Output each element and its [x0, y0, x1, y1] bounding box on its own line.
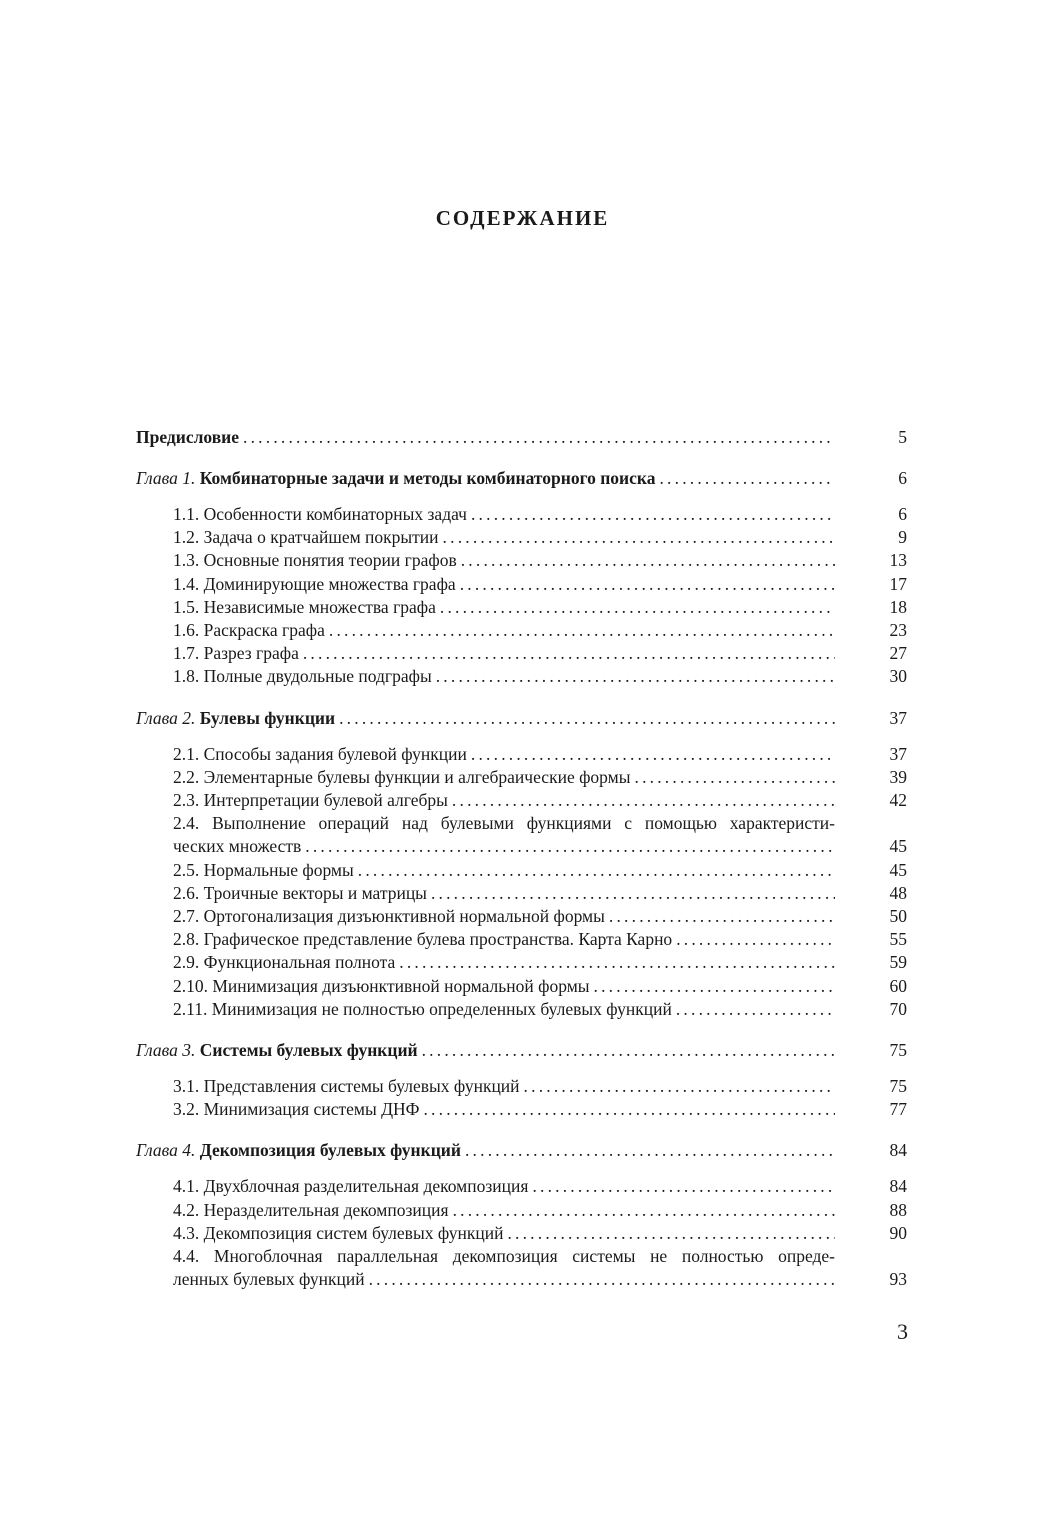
chapter-title: Булевы функции — [199, 707, 336, 728]
toc-entry-label — [173, 997, 672, 1021]
toc-entry-line — [173, 742, 835, 766]
toc-entry-line — [173, 904, 835, 928]
toc-page-number: 50 — [889, 906, 907, 926]
section-title: ленных булевых функций — [173, 1269, 365, 1290]
toc-entry-label-line1: 4.4. Многоблочная параллельная декомпозиция системы не полностью опреде- — [173, 1246, 835, 1266]
section-title: 1.2. Задача о кратчайшем покрытии — [173, 527, 439, 548]
toc-page-number: 48 — [889, 882, 907, 903]
dot-leader — [448, 788, 835, 812]
toc-entry-label — [173, 950, 395, 974]
toc-page-number: 17 — [889, 573, 907, 594]
section-title: 2.5. Нормальные формы — [173, 859, 354, 880]
section-title: 1.3. Основные понятия теории графов — [173, 550, 457, 571]
dot-leader — [335, 706, 835, 730]
toc-entry-line — [173, 997, 835, 1021]
toc-entry-line — [173, 1097, 835, 1121]
toc-entry-label — [173, 502, 467, 526]
toc-section — [0, 1074, 1058, 1098]
dot-leader — [449, 1198, 835, 1222]
dot-leader — [655, 466, 835, 490]
dot-leader — [436, 595, 835, 619]
toc-page-number: 5 — [898, 427, 907, 447]
dot-leader — [528, 1174, 835, 1198]
toc-entry-line — [173, 788, 835, 812]
dot-leader — [301, 834, 835, 858]
toc-section — [0, 525, 1058, 549]
toc-page-number: 9 — [898, 527, 907, 548]
toc-entry-line — [173, 595, 835, 619]
toc-chapter — [0, 1138, 1058, 1162]
section-title: 3.2. Минимизация системы ДНФ — [173, 1099, 420, 1120]
toc-entry-label — [173, 1267, 365, 1291]
toc-entry-line — [173, 881, 835, 905]
toc-section — [0, 1267, 1058, 1291]
toc-page-number: 18 — [889, 596, 907, 617]
toc-entry-label — [173, 641, 299, 665]
dot-leader — [418, 1038, 835, 1062]
section-title: 2.10. Минимизация дизъюнктивной нормальной формы — [173, 975, 590, 996]
toc-section — [0, 1198, 1058, 1222]
section-title: 2.11. Минимизация не полностью определенных булевых функций — [173, 998, 672, 1019]
toc-preface — [0, 425, 1058, 449]
toc-entry-label — [136, 1038, 418, 1062]
toc-page-number: 45 — [889, 836, 907, 857]
dot-leader — [299, 641, 835, 665]
toc-entry-line — [173, 974, 835, 998]
chapter-prefix: Глава 2. — [136, 707, 196, 728]
toc-section — [0, 641, 1058, 665]
toc-chapter — [0, 1038, 1058, 1062]
dot-leader — [631, 765, 836, 789]
toc-section — [0, 788, 1058, 812]
toc-section — [0, 927, 1058, 951]
toc-entry-line — [173, 1198, 835, 1222]
toc-section — [0, 881, 1058, 905]
section-title: 2.3. Интерпретации булевой алгебры — [173, 790, 448, 810]
toc-section — [0, 502, 1058, 526]
toc-entry-line — [136, 466, 835, 490]
toc-page-number: 45 — [889, 859, 907, 880]
chapter-prefix: Глава 3. — [136, 1040, 196, 1060]
chapter-prefix: Глава 1. — [136, 468, 196, 488]
section-title: 1.1. Особенности комбинаторных задач — [173, 504, 467, 524]
toc-entry-line — [136, 425, 835, 449]
toc-entry-label — [173, 881, 427, 905]
toc-page-number: 70 — [889, 998, 907, 1019]
chapter-title: Системы булевых функций — [199, 1040, 418, 1060]
toc-chapter — [0, 706, 1058, 730]
section-title: 2.8. Графическое представление булева пространства. Карта Карно — [173, 929, 673, 950]
toc-section-wrapped-line — [0, 811, 1058, 835]
dot-leader — [457, 548, 835, 572]
toc-page-number: 84 — [889, 1140, 907, 1161]
toc-entry-line — [136, 1038, 835, 1062]
toc-page-number: 39 — [889, 766, 907, 787]
toc-entry-label — [173, 765, 631, 789]
toc-entry-label — [173, 1074, 520, 1098]
toc-entry-label — [173, 904, 605, 928]
toc-entry-label — [173, 595, 436, 619]
toc-entry-label — [173, 664, 432, 688]
toc-page-number: 42 — [889, 790, 907, 810]
toc-entry-line — [173, 641, 835, 665]
section-title: 1.5. Независимые множества графа — [173, 596, 436, 617]
toc-section — [0, 834, 1058, 858]
toc-page-number: 59 — [889, 952, 907, 973]
toc-entry-label — [173, 927, 672, 951]
toc-entry-line — [136, 1138, 835, 1162]
toc-entry-line — [173, 1174, 835, 1198]
toc-page-number: 13 — [889, 550, 907, 571]
toc-section — [0, 548, 1058, 572]
toc-section — [0, 618, 1058, 642]
toc-page-number: 23 — [889, 620, 907, 640]
toc-entry-label — [136, 425, 239, 449]
section-title: 1.6. Раскраска графа — [173, 620, 325, 640]
toc-entry-label — [173, 834, 301, 858]
dot-leader — [395, 950, 835, 974]
section-title: ческих множеств — [173, 836, 302, 857]
toc-entry-line — [173, 1221, 835, 1245]
section-title: 4.1. Двухблочная разделительная декомпозиция — [173, 1176, 529, 1197]
toc-section — [0, 595, 1058, 619]
section-title: 4.3. Декомпозиция систем булевых функций — [173, 1222, 504, 1243]
toc-entry-line — [173, 618, 835, 642]
toc-page-number: 88 — [889, 1199, 907, 1220]
toc-chapter — [0, 466, 1058, 490]
toc-page-number: 90 — [889, 1222, 907, 1243]
toc-page-number: 60 — [889, 975, 907, 996]
toc-page-number: 77 — [889, 1099, 907, 1120]
toc-entry-label — [173, 618, 325, 642]
section-title: 3.1. Представления системы булевых функций — [173, 1076, 520, 1096]
section-title: 1.7. Разрез графа — [173, 643, 299, 664]
toc-section — [0, 742, 1058, 766]
toc-entry-line — [173, 1074, 835, 1098]
toc-entry-line — [136, 706, 835, 730]
toc-page-number: 37 — [889, 743, 907, 764]
toc-section — [0, 1097, 1058, 1121]
dot-leader — [432, 664, 835, 688]
toc-section — [0, 765, 1058, 789]
toc-entry-line — [173, 834, 835, 858]
dot-leader — [365, 1267, 835, 1291]
toc-entry-line — [173, 572, 835, 596]
toc-entry-label — [173, 858, 354, 882]
toc-page-number: 6 — [898, 468, 907, 488]
toc-page-number: 27 — [889, 643, 907, 664]
toc-entry-label — [173, 788, 448, 812]
toc-entry-label — [136, 466, 655, 490]
toc-section — [0, 974, 1058, 998]
dot-leader — [605, 904, 835, 928]
page-title: СОДЕРЖАНИЕ — [435, 206, 610, 230]
toc-entry-label — [173, 1097, 419, 1121]
dot-leader — [672, 997, 835, 1021]
dot-leader — [590, 974, 835, 998]
dot-leader — [439, 525, 835, 549]
toc-entry-label — [173, 974, 590, 998]
toc-entry-label — [173, 525, 439, 549]
toc-section — [0, 858, 1058, 882]
page-number: 3 — [897, 1319, 908, 1344]
toc-section — [0, 904, 1058, 928]
toc-page-number: 75 — [889, 1040, 907, 1060]
dot-leader — [354, 858, 835, 882]
dot-leader — [467, 742, 835, 766]
toc-page-number: 93 — [889, 1269, 907, 1290]
chapter-prefix: Глава 4. — [136, 1140, 196, 1161]
toc-entry-label — [173, 742, 467, 766]
section-title: 1.4. Доминирующие множества графа — [173, 573, 456, 594]
toc-page-number: 37 — [889, 707, 907, 728]
toc-entry-line — [173, 548, 835, 572]
toc-entry-line — [173, 502, 835, 526]
dot-leader — [239, 425, 835, 449]
dot-leader — [419, 1097, 835, 1121]
section-title: 2.6. Троичные векторы и матрицы — [173, 882, 427, 903]
dot-leader — [503, 1221, 835, 1245]
dot-leader — [520, 1074, 835, 1098]
dot-leader — [325, 618, 835, 642]
section-title: 2.1. Способы задания булевой функции — [173, 743, 467, 764]
toc-entry-line — [173, 927, 835, 951]
toc-entry-line — [173, 765, 835, 789]
dot-leader — [427, 881, 835, 905]
toc-entry-line — [173, 664, 835, 688]
toc-entry-label — [136, 706, 335, 730]
toc-entry-label — [136, 1138, 461, 1162]
toc-section — [0, 1174, 1058, 1198]
toc-section — [0, 664, 1058, 688]
chapter-title: Декомпозиция булевых функций — [199, 1140, 461, 1161]
preface-title: Предисловие — [136, 427, 240, 447]
toc-entry-line — [173, 525, 835, 549]
toc-page-number: 84 — [889, 1176, 907, 1197]
toc-entry-label — [173, 548, 457, 572]
toc-entry-label — [173, 1174, 528, 1198]
toc-page-number: 30 — [889, 666, 907, 687]
toc-entry-label-line1: 2.4. Выполнение операций над булевыми функциями с помощью характеристи- — [173, 813, 835, 834]
dot-leader — [456, 572, 835, 596]
toc-page-number: 6 — [898, 504, 907, 524]
toc-entry-label — [173, 1221, 503, 1245]
toc-section — [0, 997, 1058, 1021]
section-title: 2.9. Функциональная полнота — [173, 952, 396, 973]
toc-page-number: 75 — [889, 1076, 907, 1096]
section-title: 4.2. Неразделительная декомпозиция — [173, 1199, 449, 1220]
section-title: 2.7. Ортогонализация дизъюнктивной нормальной формы — [173, 906, 605, 926]
toc-section — [0, 1221, 1058, 1245]
dot-leader — [467, 502, 835, 526]
toc-section — [0, 572, 1058, 596]
toc-entry-label — [173, 572, 456, 596]
toc-entry-line — [173, 858, 835, 882]
chapter-title: Комбинаторные задачи и методы комбинаторного поиска — [199, 468, 656, 488]
toc-section-wrapped-line — [0, 1244, 1058, 1268]
toc-entry-line — [173, 1267, 835, 1291]
toc-page-number: 55 — [889, 929, 907, 950]
toc-entry-line — [173, 950, 835, 974]
dot-leader — [672, 927, 835, 951]
toc-section — [0, 950, 1058, 974]
section-title: 1.8. Полные двудольные подграфы — [173, 666, 432, 687]
toc-entry-label — [173, 1198, 449, 1222]
dot-leader — [461, 1138, 835, 1162]
section-title: 2.2. Элементарные булевы функции и алгебраические формы — [173, 766, 631, 787]
